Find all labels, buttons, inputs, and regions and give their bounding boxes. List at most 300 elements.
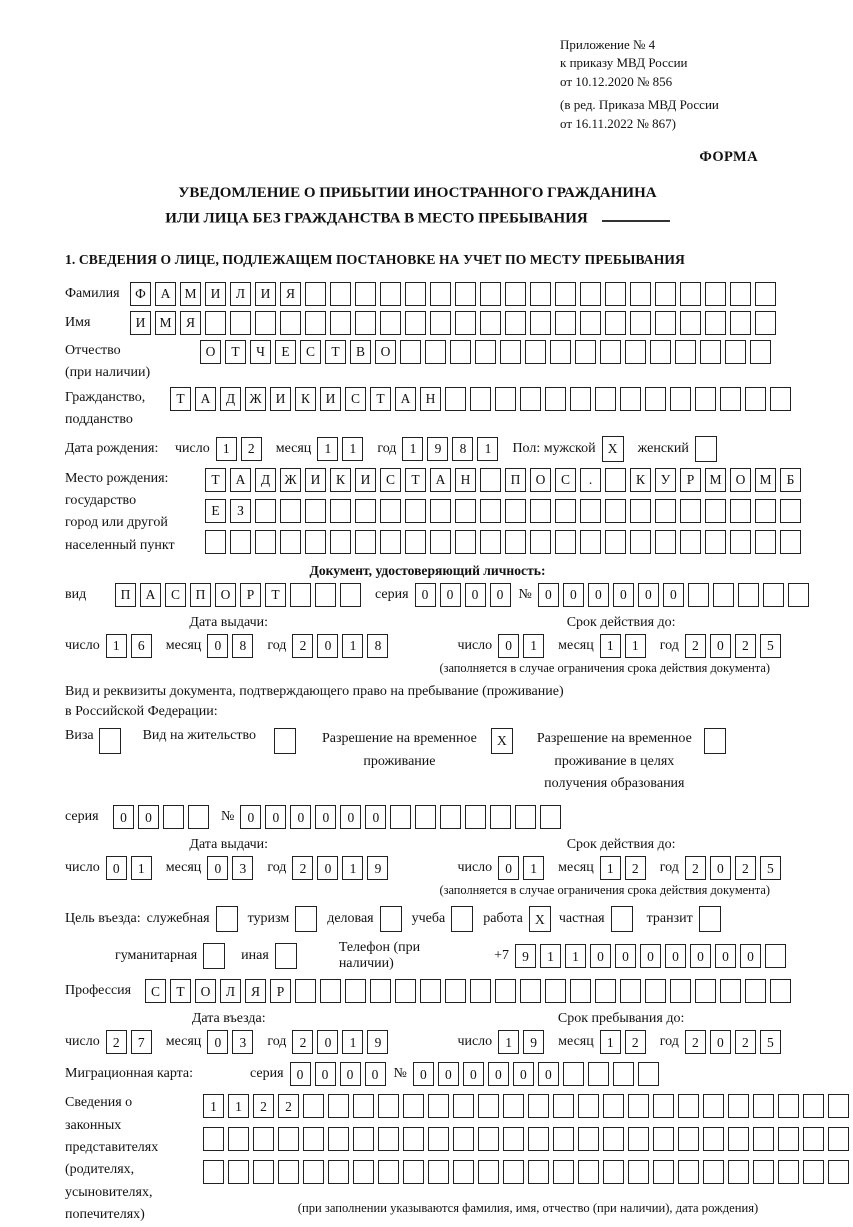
form-cell[interactable] [563, 1062, 584, 1086]
form-cell[interactable]: 0 [317, 1030, 338, 1054]
form-cell[interactable]: У [655, 468, 676, 492]
form-cell[interactable] [305, 530, 326, 554]
form-cell[interactable]: 1 [342, 856, 363, 880]
form-cell[interactable] [655, 282, 676, 306]
form-cell[interactable] [730, 530, 751, 554]
form-cell[interactable]: 3 [232, 1030, 253, 1054]
male-checkbox[interactable]: X [602, 436, 624, 462]
form-cell[interactable] [675, 340, 696, 364]
form-cell[interactable]: 2 [241, 437, 262, 461]
form-cell[interactable]: 1 [402, 437, 423, 461]
form-cell[interactable] [278, 1160, 299, 1184]
form-cell[interactable] [400, 340, 421, 364]
form-cell[interactable] [345, 979, 366, 1003]
form-cell[interactable]: 1 [625, 634, 646, 658]
form-cell[interactable] [588, 1062, 609, 1086]
form-cell[interactable] [703, 1094, 724, 1118]
form-cell[interactable]: 1 [106, 634, 127, 658]
form-cell[interactable]: 0 [138, 805, 159, 829]
form-cell[interactable] [828, 1094, 849, 1118]
form-cell[interactable] [355, 530, 376, 554]
form-cell[interactable] [753, 1160, 774, 1184]
form-cell[interactable] [255, 499, 276, 523]
form-cell[interactable] [355, 499, 376, 523]
form-cell[interactable] [455, 282, 476, 306]
form-cell[interactable] [163, 805, 184, 829]
form-cell[interactable] [405, 499, 426, 523]
form-cell[interactable] [778, 1094, 799, 1118]
form-cell[interactable]: Р [270, 979, 291, 1003]
form-cell[interactable]: 0 [490, 583, 511, 607]
form-cell[interactable]: И [130, 311, 151, 335]
form-cell[interactable] [505, 530, 526, 554]
form-cell[interactable]: О [730, 468, 751, 492]
form-cell[interactable]: 0 [640, 944, 661, 968]
form-cell[interactable] [203, 1127, 224, 1151]
form-cell[interactable]: 0 [207, 634, 228, 658]
form-cell[interactable]: 1 [216, 437, 237, 461]
form-cell[interactable]: Т [170, 387, 191, 411]
form-cell[interactable] [430, 530, 451, 554]
form-cell[interactable] [730, 311, 751, 335]
form-cell[interactable] [680, 282, 701, 306]
form-cell[interactable]: 0 [690, 944, 711, 968]
form-cell[interactable] [605, 311, 626, 335]
form-cell[interactable] [455, 530, 476, 554]
form-cell[interactable]: 1 [523, 856, 544, 880]
form-cell[interactable] [295, 979, 316, 1003]
form-cell[interactable] [403, 1160, 424, 1184]
form-cell[interactable] [765, 944, 786, 968]
form-cell[interactable]: А [230, 468, 251, 492]
form-cell[interactable]: 0 [365, 805, 386, 829]
form-cell[interactable] [500, 340, 521, 364]
form-cell[interactable]: А [395, 387, 416, 411]
form-cell[interactable] [630, 499, 651, 523]
form-cell[interactable] [595, 979, 616, 1003]
form-cell[interactable]: 9 [427, 437, 448, 461]
form-cell[interactable]: 3 [232, 856, 253, 880]
form-cell[interactable]: 9 [367, 1030, 388, 1054]
form-cell[interactable]: Т [405, 468, 426, 492]
form-cell[interactable] [753, 1127, 774, 1151]
form-cell[interactable] [528, 1127, 549, 1151]
form-cell[interactable] [705, 530, 726, 554]
form-cell[interactable]: О [215, 583, 236, 607]
form-cell[interactable] [380, 311, 401, 335]
residence-permit-checkbox[interactable] [274, 728, 296, 754]
form-cell[interactable]: 0 [438, 1062, 459, 1086]
form-cell[interactable]: С [300, 340, 321, 364]
form-cell[interactable] [605, 499, 626, 523]
form-cell[interactable] [465, 805, 486, 829]
form-cell[interactable]: Ж [280, 468, 301, 492]
form-cell[interactable] [578, 1094, 599, 1118]
form-cell[interactable] [605, 530, 626, 554]
form-cell[interactable]: О [195, 979, 216, 1003]
form-cell[interactable]: Я [280, 282, 301, 306]
form-cell[interactable] [755, 499, 776, 523]
form-cell[interactable]: 0 [106, 856, 127, 880]
form-cell[interactable] [480, 468, 501, 492]
form-cell[interactable] [555, 282, 576, 306]
form-cell[interactable] [655, 311, 676, 335]
form-cell[interactable] [530, 499, 551, 523]
form-cell[interactable] [303, 1094, 324, 1118]
form-cell[interactable] [415, 805, 436, 829]
form-cell[interactable] [650, 340, 671, 364]
form-cell[interactable] [230, 530, 251, 554]
form-cell[interactable] [450, 340, 471, 364]
form-cell[interactable] [528, 1094, 549, 1118]
form-cell[interactable] [530, 530, 551, 554]
form-cell[interactable] [428, 1160, 449, 1184]
form-cell[interactable]: 0 [710, 856, 731, 880]
form-cell[interactable]: 2 [685, 634, 706, 658]
form-cell[interactable] [320, 979, 341, 1003]
purpose-official-checkbox[interactable] [216, 906, 238, 932]
form-cell[interactable] [678, 1160, 699, 1184]
form-cell[interactable]: 2 [292, 634, 313, 658]
form-cell[interactable] [425, 340, 446, 364]
form-cell[interactable] [788, 583, 809, 607]
form-cell[interactable]: 5 [760, 1030, 781, 1054]
form-cell[interactable]: И [270, 387, 291, 411]
form-cell[interactable] [453, 1160, 474, 1184]
form-cell[interactable] [750, 340, 771, 364]
form-cell[interactable] [253, 1160, 274, 1184]
form-cell[interactable]: Р [680, 468, 701, 492]
purpose-private-checkbox[interactable] [611, 906, 633, 932]
form-cell[interactable] [303, 1160, 324, 1184]
form-cell[interactable]: 0 [488, 1062, 509, 1086]
form-cell[interactable] [430, 311, 451, 335]
form-cell[interactable] [645, 979, 666, 1003]
form-cell[interactable]: 0 [740, 944, 761, 968]
form-cell[interactable]: Н [455, 468, 476, 492]
form-cell[interactable]: И [320, 387, 341, 411]
form-cell[interactable] [778, 1127, 799, 1151]
form-cell[interactable]: 8 [232, 634, 253, 658]
form-cell[interactable]: Д [255, 468, 276, 492]
form-cell[interactable] [595, 387, 616, 411]
form-cell[interactable] [695, 387, 716, 411]
form-cell[interactable] [478, 1094, 499, 1118]
form-cell[interactable]: И [205, 282, 226, 306]
form-cell[interactable]: 0 [513, 1062, 534, 1086]
form-cell[interactable] [380, 530, 401, 554]
form-cell[interactable]: М [705, 468, 726, 492]
form-cell[interactable] [478, 1127, 499, 1151]
form-cell[interactable] [578, 1160, 599, 1184]
form-cell[interactable] [580, 499, 601, 523]
form-cell[interactable] [530, 311, 551, 335]
form-cell[interactable] [653, 1160, 674, 1184]
form-cell[interactable] [828, 1160, 849, 1184]
form-cell[interactable]: 2 [685, 856, 706, 880]
form-cell[interactable] [453, 1127, 474, 1151]
form-cell[interactable] [528, 1160, 549, 1184]
form-cell[interactable] [555, 311, 576, 335]
form-cell[interactable]: 1 [600, 856, 621, 880]
form-cell[interactable] [678, 1094, 699, 1118]
form-cell[interactable] [430, 282, 451, 306]
form-cell[interactable]: В [350, 340, 371, 364]
form-cell[interactable]: 0 [498, 634, 519, 658]
form-cell[interactable]: С [555, 468, 576, 492]
form-cell[interactable]: 0 [317, 856, 338, 880]
form-cell[interactable] [405, 530, 426, 554]
form-cell[interactable]: 0 [113, 805, 134, 829]
form-cell[interactable]: 0 [440, 583, 461, 607]
form-cell[interactable]: 0 [265, 805, 286, 829]
form-cell[interactable] [305, 282, 326, 306]
form-cell[interactable] [503, 1160, 524, 1184]
form-cell[interactable] [680, 311, 701, 335]
form-cell[interactable] [755, 282, 776, 306]
form-cell[interactable] [380, 499, 401, 523]
visa-checkbox[interactable] [99, 728, 121, 754]
form-cell[interactable] [428, 1127, 449, 1151]
form-cell[interactable]: 0 [588, 583, 609, 607]
form-cell[interactable]: 1 [540, 944, 561, 968]
form-cell[interactable]: 0 [590, 944, 611, 968]
form-cell[interactable]: 1 [342, 634, 363, 658]
form-cell[interactable] [428, 1094, 449, 1118]
form-cell[interactable]: 0 [663, 583, 684, 607]
form-cell[interactable] [770, 387, 791, 411]
form-cell[interactable] [763, 583, 784, 607]
form-cell[interactable] [705, 311, 726, 335]
form-cell[interactable] [378, 1127, 399, 1151]
form-cell[interactable] [655, 499, 676, 523]
form-cell[interactable] [705, 499, 726, 523]
form-cell[interactable] [780, 530, 801, 554]
form-cell[interactable] [330, 530, 351, 554]
form-cell[interactable] [745, 979, 766, 1003]
form-cell[interactable] [745, 387, 766, 411]
form-cell[interactable]: П [505, 468, 526, 492]
form-cell[interactable] [470, 387, 491, 411]
form-cell[interactable]: А [195, 387, 216, 411]
form-cell[interactable] [575, 340, 596, 364]
form-cell[interactable] [603, 1094, 624, 1118]
form-cell[interactable]: 1 [498, 1030, 519, 1054]
form-cell[interactable] [603, 1127, 624, 1151]
form-cell[interactable] [570, 979, 591, 1003]
form-cell[interactable] [303, 1127, 324, 1151]
form-cell[interactable]: Т [205, 468, 226, 492]
form-cell[interactable] [430, 499, 451, 523]
form-cell[interactable] [753, 1094, 774, 1118]
form-cell[interactable] [340, 583, 361, 607]
form-cell[interactable]: И [305, 468, 326, 492]
purpose-business-checkbox[interactable] [380, 906, 402, 932]
form-cell[interactable] [630, 311, 651, 335]
form-cell[interactable] [630, 530, 651, 554]
form-cell[interactable] [700, 340, 721, 364]
form-cell[interactable] [630, 282, 651, 306]
form-cell[interactable]: С [345, 387, 366, 411]
form-cell[interactable] [580, 530, 601, 554]
form-cell[interactable]: 1 [600, 634, 621, 658]
form-cell[interactable] [480, 499, 501, 523]
form-cell[interactable] [705, 282, 726, 306]
form-cell[interactable] [455, 499, 476, 523]
form-cell[interactable]: С [145, 979, 166, 1003]
form-cell[interactable]: 1 [342, 1030, 363, 1054]
form-cell[interactable] [228, 1160, 249, 1184]
form-cell[interactable] [353, 1160, 374, 1184]
form-cell[interactable] [520, 979, 541, 1003]
form-cell[interactable] [720, 387, 741, 411]
form-cell[interactable] [280, 499, 301, 523]
form-cell[interactable] [738, 583, 759, 607]
form-cell[interactable] [403, 1127, 424, 1151]
form-cell[interactable]: 0 [563, 583, 584, 607]
purpose-tourism-checkbox[interactable] [295, 906, 317, 932]
form-cell[interactable] [605, 282, 626, 306]
form-cell[interactable] [703, 1160, 724, 1184]
form-cell[interactable]: К [330, 468, 351, 492]
form-cell[interactable] [550, 340, 571, 364]
form-cell[interactable]: 0 [715, 944, 736, 968]
form-cell[interactable] [555, 499, 576, 523]
form-cell[interactable] [600, 340, 621, 364]
form-cell[interactable]: Ж [245, 387, 266, 411]
form-cell[interactable] [725, 340, 746, 364]
form-cell[interactable] [603, 1160, 624, 1184]
form-cell[interactable] [328, 1127, 349, 1151]
form-cell[interactable] [490, 805, 511, 829]
form-cell[interactable]: 1 [477, 437, 498, 461]
form-cell[interactable] [653, 1094, 674, 1118]
form-cell[interactable]: Т [170, 979, 191, 1003]
form-cell[interactable]: 1 [228, 1094, 249, 1118]
form-cell[interactable] [728, 1160, 749, 1184]
form-cell[interactable] [505, 311, 526, 335]
form-cell[interactable] [280, 311, 301, 335]
form-cell[interactable]: 0 [240, 805, 261, 829]
form-cell[interactable]: 0 [498, 856, 519, 880]
form-cell[interactable] [205, 530, 226, 554]
form-cell[interactable]: 0 [615, 944, 636, 968]
form-cell[interactable]: Я [245, 979, 266, 1003]
form-cell[interactable] [545, 387, 566, 411]
form-cell[interactable] [645, 387, 666, 411]
form-cell[interactable]: А [140, 583, 161, 607]
form-cell[interactable]: Л [230, 282, 251, 306]
form-cell[interactable]: И [255, 282, 276, 306]
form-cell[interactable]: П [190, 583, 211, 607]
form-cell[interactable] [638, 1062, 659, 1086]
form-cell[interactable] [480, 282, 501, 306]
form-cell[interactable]: 1 [565, 944, 586, 968]
form-cell[interactable] [578, 1127, 599, 1151]
form-cell[interactable] [728, 1094, 749, 1118]
form-cell[interactable] [553, 1094, 574, 1118]
form-cell[interactable]: С [165, 583, 186, 607]
form-cell[interactable] [628, 1127, 649, 1151]
form-cell[interactable] [480, 311, 501, 335]
form-cell[interactable] [405, 311, 426, 335]
form-cell[interactable] [503, 1094, 524, 1118]
form-cell[interactable]: 2 [735, 1030, 756, 1054]
form-cell[interactable] [803, 1160, 824, 1184]
form-cell[interactable]: Т [325, 340, 346, 364]
form-cell[interactable] [440, 805, 461, 829]
form-cell[interactable]: Т [225, 340, 246, 364]
form-cell[interactable] [828, 1127, 849, 1151]
form-cell[interactable] [503, 1127, 524, 1151]
form-cell[interactable]: 0 [315, 1062, 336, 1086]
form-cell[interactable]: З [230, 499, 251, 523]
form-cell[interactable] [505, 282, 526, 306]
form-cell[interactable]: 0 [538, 1062, 559, 1086]
form-cell[interactable] [545, 979, 566, 1003]
form-cell[interactable]: Д [220, 387, 241, 411]
form-cell[interactable] [755, 311, 776, 335]
form-cell[interactable]: 0 [463, 1062, 484, 1086]
form-cell[interactable] [315, 583, 336, 607]
form-cell[interactable]: 0 [413, 1062, 434, 1086]
form-cell[interactable]: 0 [290, 1062, 311, 1086]
form-cell[interactable] [530, 282, 551, 306]
purpose-other-checkbox[interactable] [275, 943, 297, 969]
form-cell[interactable]: К [295, 387, 316, 411]
form-cell[interactable] [420, 979, 441, 1003]
form-cell[interactable] [228, 1127, 249, 1151]
form-cell[interactable] [305, 499, 326, 523]
form-cell[interactable] [330, 282, 351, 306]
purpose-work-checkbox[interactable]: X [529, 906, 551, 932]
form-cell[interactable]: 2 [735, 634, 756, 658]
form-cell[interactable]: М [755, 468, 776, 492]
form-cell[interactable]: А [155, 282, 176, 306]
form-cell[interactable]: 2 [292, 1030, 313, 1054]
form-cell[interactable] [380, 282, 401, 306]
form-cell[interactable]: 9 [515, 944, 536, 968]
form-cell[interactable]: Б [780, 468, 801, 492]
form-cell[interactable]: 6 [131, 634, 152, 658]
form-cell[interactable] [678, 1127, 699, 1151]
form-cell[interactable]: 9 [523, 1030, 544, 1054]
form-cell[interactable] [470, 979, 491, 1003]
form-cell[interactable]: 0 [613, 583, 634, 607]
form-cell[interactable] [353, 1127, 374, 1151]
form-cell[interactable]: 7 [131, 1030, 152, 1054]
form-cell[interactable]: Т [370, 387, 391, 411]
form-cell[interactable]: Ч [250, 340, 271, 364]
form-cell[interactable]: 8 [367, 634, 388, 658]
form-cell[interactable] [255, 530, 276, 554]
form-cell[interactable] [480, 530, 501, 554]
form-cell[interactable]: 1 [317, 437, 338, 461]
form-cell[interactable] [680, 499, 701, 523]
form-cell[interactable] [755, 530, 776, 554]
form-cell[interactable]: 1 [523, 634, 544, 658]
form-cell[interactable]: 0 [365, 1062, 386, 1086]
form-cell[interactable]: 2 [735, 856, 756, 880]
form-cell[interactable]: Е [275, 340, 296, 364]
form-cell[interactable] [395, 979, 416, 1003]
form-cell[interactable]: 5 [760, 634, 781, 658]
form-cell[interactable] [278, 1127, 299, 1151]
form-cell[interactable]: Ф [130, 282, 151, 306]
form-cell[interactable] [445, 979, 466, 1003]
form-cell[interactable] [403, 1094, 424, 1118]
form-cell[interactable]: 2 [292, 856, 313, 880]
